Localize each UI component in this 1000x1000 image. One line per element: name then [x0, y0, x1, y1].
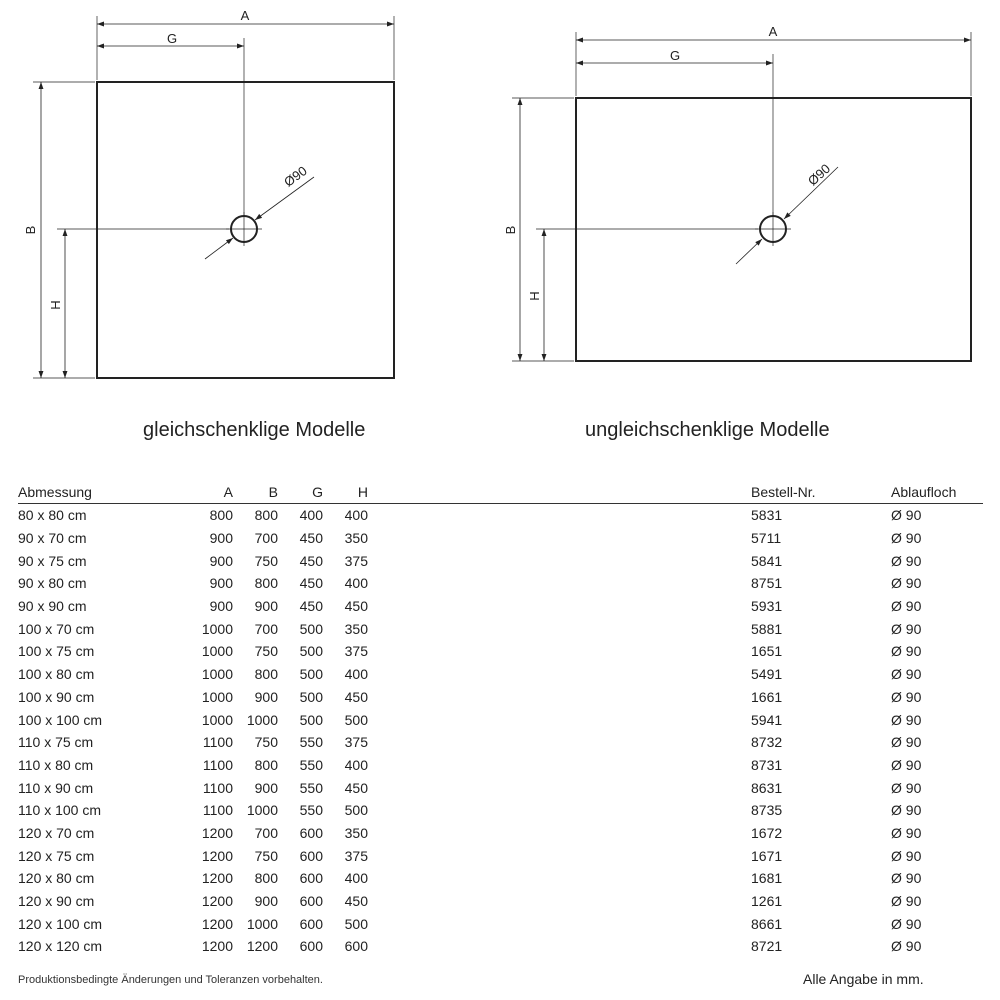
cell-g: 500 — [299, 688, 323, 705]
cell-drain: Ø 90 — [891, 552, 922, 569]
cell-b: 800 — [254, 575, 278, 592]
cell-b: 750 — [254, 847, 278, 864]
cell-h: 400 — [344, 666, 368, 683]
table-row — [18, 572, 983, 595]
table-row — [18, 935, 983, 958]
table-row — [18, 617, 983, 640]
cell-dimension: 90 x 75 cm — [18, 552, 87, 569]
table-row — [18, 799, 983, 822]
cell-dimension: 120 x 90 cm — [18, 893, 95, 910]
cell-spacer — [368, 708, 751, 731]
cell-g: 550 — [299, 734, 323, 751]
cell-h: 375 — [344, 847, 368, 864]
right-diagram — [512, 32, 971, 361]
cell-h: 400 — [344, 575, 368, 592]
disclaimer-text: Produktionsbedingte Änderungen und Toleranzen vorbehalten. — [18, 974, 323, 986]
cell-order-no: 8732 — [751, 734, 783, 751]
cell-a: 800 — [209, 507, 233, 524]
cell-h: 450 — [344, 598, 368, 615]
left-label-drain: Ø90 — [281, 163, 310, 190]
cell-g: 450 — [299, 575, 323, 592]
cell-spacer — [368, 686, 751, 709]
cell-b: 1000 — [246, 802, 278, 819]
cell-h: 350 — [344, 530, 368, 547]
cell-dimension: 120 x 70 cm — [18, 824, 95, 841]
cell-g: 450 — [299, 530, 323, 547]
technical-drawings — [0, 0, 1000, 410]
cell-h: 500 — [344, 802, 368, 819]
cell-dimension: 100 x 80 cm — [18, 666, 95, 683]
cell-dimension: 120 x 120 cm — [18, 938, 103, 955]
cell-spacer — [368, 844, 751, 867]
table-row — [18, 844, 983, 867]
left-label-a: A — [240, 8, 250, 23]
cell-b: 900 — [254, 688, 278, 705]
cell-drain: Ø 90 — [891, 938, 922, 955]
header-a: A — [188, 481, 233, 504]
cell-drain: Ø 90 — [891, 824, 922, 841]
cell-a: 1200 — [201, 893, 233, 910]
cell-drain: Ø 90 — [891, 893, 922, 910]
cell-drain: Ø 90 — [891, 779, 922, 796]
cell-g: 600 — [299, 893, 323, 910]
cell-drain: Ø 90 — [891, 915, 922, 932]
cell-order-no: 5881 — [751, 620, 783, 637]
right-label-b: B — [503, 225, 518, 235]
header-g: G — [278, 481, 323, 504]
cell-g: 450 — [299, 552, 323, 569]
cell-dimension: 90 x 90 cm — [18, 598, 87, 615]
cell-a: 1200 — [201, 824, 233, 841]
cell-drain: Ø 90 — [891, 847, 922, 864]
cell-spacer — [368, 663, 751, 686]
cell-order-no: 1671 — [751, 847, 783, 864]
table-row — [18, 912, 983, 935]
cell-h: 450 — [344, 893, 368, 910]
cell-dimension: 80 x 80 cm — [18, 507, 87, 524]
cell-drain: Ø 90 — [891, 620, 922, 637]
cell-drain: Ø 90 — [891, 507, 922, 524]
cell-dimension: 100 x 100 cm — [18, 711, 103, 728]
left-label-g: G — [166, 31, 178, 46]
left-tray-outline — [97, 82, 394, 378]
cell-dimension: 110 x 80 cm — [18, 756, 94, 773]
cell-drain: Ø 90 — [891, 734, 922, 751]
table-row — [18, 754, 983, 777]
cell-a: 1100 — [202, 779, 233, 796]
header-order-no: Bestell-Nr. — [751, 481, 891, 504]
left-caption: gleichschenklige Modelle — [143, 419, 366, 441]
cell-b: 750 — [254, 552, 278, 569]
table-row — [18, 549, 983, 572]
cell-b: 1000 — [246, 711, 278, 728]
cell-drain: Ø 90 — [891, 643, 922, 660]
cell-order-no: 5931 — [751, 598, 783, 615]
cell-b: 900 — [254, 598, 278, 615]
cell-spacer — [368, 504, 751, 527]
cell-a: 1200 — [201, 847, 233, 864]
cell-b: 1000 — [246, 915, 278, 932]
cell-a: 900 — [209, 575, 233, 592]
cell-order-no: 5831 — [751, 507, 783, 524]
cell-dimension: 100 x 75 cm — [18, 643, 95, 660]
cell-dimension: 120 x 75 cm — [18, 847, 95, 864]
cell-a: 1000 — [201, 666, 233, 683]
cell-h: 375 — [344, 643, 368, 660]
cell-g: 600 — [299, 824, 323, 841]
cell-dimension: 100 x 70 cm — [18, 620, 95, 637]
cell-drain: Ø 90 — [891, 575, 922, 592]
table-row — [18, 527, 983, 550]
cell-b: 700 — [254, 530, 278, 547]
right-label-h: H — [527, 291, 542, 301]
table-row — [18, 595, 983, 618]
table-row — [18, 890, 983, 913]
cell-order-no: 5491 — [751, 666, 783, 683]
cell-g: 450 — [299, 598, 323, 615]
cell-a: 900 — [209, 530, 233, 547]
cell-dimension: 100 x 90 cm — [18, 688, 95, 705]
cell-h: 500 — [344, 915, 368, 932]
cell-a: 1200 — [201, 938, 233, 955]
right-label-g: G — [669, 48, 681, 63]
cell-a: 1000 — [201, 711, 233, 728]
cell-dimension: 110 x 75 cm — [18, 734, 94, 751]
cell-h: 400 — [344, 756, 368, 773]
cell-spacer — [368, 754, 751, 777]
cell-order-no: 5841 — [751, 552, 783, 569]
cell-spacer — [368, 595, 751, 618]
table-row — [18, 708, 983, 731]
cell-drain: Ø 90 — [891, 598, 922, 615]
cell-dimension: 90 x 70 cm — [18, 530, 87, 547]
cell-g: 600 — [299, 870, 323, 887]
cell-b: 800 — [254, 870, 278, 887]
table-header-row — [18, 481, 983, 504]
cell-g: 550 — [299, 756, 323, 773]
cell-spacer — [368, 640, 751, 663]
cell-h: 450 — [344, 688, 368, 705]
cell-order-no: 1651 — [751, 643, 783, 660]
cell-b: 700 — [254, 824, 278, 841]
cell-spacer — [368, 617, 751, 640]
cell-drain: Ø 90 — [891, 802, 922, 819]
cell-b: 750 — [254, 734, 278, 751]
cell-order-no: 8735 — [751, 802, 783, 819]
cell-h: 350 — [344, 620, 368, 637]
cell-dimension: 90 x 80 cm — [18, 575, 87, 592]
cell-order-no: 1261 — [751, 893, 783, 910]
left-diagram — [33, 16, 394, 378]
cell-drain: Ø 90 — [891, 688, 922, 705]
cell-spacer — [368, 912, 751, 935]
cell-g: 600 — [299, 915, 323, 932]
table-row — [18, 731, 983, 754]
cell-b: 750 — [254, 643, 278, 660]
cell-b: 1200 — [246, 938, 278, 955]
right-label-a: A — [768, 24, 778, 39]
right-tray-outline — [576, 98, 971, 361]
cell-g: 500 — [299, 643, 323, 660]
cell-h: 450 — [344, 779, 368, 796]
header-drain: Ablaufloch — [891, 481, 983, 504]
cell-order-no: 5711 — [751, 530, 782, 547]
cell-drain: Ø 90 — [891, 711, 922, 728]
cell-h: 400 — [344, 870, 368, 887]
cell-a: 1200 — [201, 915, 233, 932]
cell-g: 600 — [299, 847, 323, 864]
cell-g: 400 — [299, 507, 323, 524]
cell-spacer — [368, 572, 751, 595]
table-row — [18, 867, 983, 890]
cell-order-no: 8721 — [751, 938, 783, 955]
cell-dimension: 110 x 90 cm — [18, 779, 94, 796]
cell-order-no: 8631 — [751, 779, 783, 796]
cell-order-no: 5941 — [751, 711, 783, 728]
left-label-b: B — [23, 225, 38, 235]
cell-spacer — [368, 731, 751, 754]
cell-h: 600 — [344, 938, 368, 955]
cell-b: 700 — [254, 620, 278, 637]
cell-order-no: 1672 — [751, 824, 783, 841]
cell-g: 500 — [299, 711, 323, 728]
cell-a: 900 — [209, 598, 233, 615]
cell-b: 800 — [254, 666, 278, 683]
cell-spacer — [368, 776, 751, 799]
cell-g: 500 — [299, 620, 323, 637]
cell-a: 1000 — [201, 643, 233, 660]
cell-h: 375 — [344, 552, 368, 569]
cell-a: 1100 — [202, 756, 233, 773]
cell-spacer — [368, 799, 751, 822]
table-body — [18, 504, 983, 958]
cell-a: 900 — [209, 552, 233, 569]
table-row — [18, 822, 983, 845]
cell-spacer — [368, 822, 751, 845]
cell-drain: Ø 90 — [891, 666, 922, 683]
cell-spacer — [368, 935, 751, 958]
table-row — [18, 663, 983, 686]
cell-a: 1000 — [201, 620, 233, 637]
table-row — [18, 776, 983, 799]
cell-order-no: 1681 — [751, 870, 783, 887]
cell-g: 600 — [299, 938, 323, 955]
cell-spacer — [368, 527, 751, 550]
cell-b: 900 — [254, 893, 278, 910]
dimensions-table — [18, 481, 983, 958]
cell-spacer — [368, 549, 751, 572]
left-label-h: H — [48, 300, 63, 310]
cell-order-no: 1661 — [751, 688, 783, 705]
cell-h: 350 — [344, 824, 368, 841]
cell-dimension: 120 x 100 cm — [18, 915, 103, 932]
cell-spacer — [368, 867, 751, 890]
header-h: H — [323, 481, 368, 504]
table-row — [18, 504, 983, 527]
table-row — [18, 686, 983, 709]
cell-b: 800 — [254, 507, 278, 524]
cell-a: 1100 — [202, 802, 233, 819]
right-caption: ungleichschenklige Modelle — [585, 419, 830, 441]
header-dimension: Abmessung — [18, 481, 188, 504]
cell-spacer — [368, 890, 751, 913]
cell-dimension: 120 x 80 cm — [18, 870, 95, 887]
header-spacer — [368, 481, 751, 504]
units-note: Alle Angabe in mm. — [803, 971, 924, 987]
cell-h: 375 — [344, 734, 368, 751]
cell-g: 550 — [299, 779, 323, 796]
cell-drain: Ø 90 — [891, 530, 922, 547]
cell-a: 1100 — [202, 734, 233, 751]
cell-dimension: 110 x 100 cm — [18, 802, 102, 819]
cell-order-no: 8661 — [751, 915, 783, 932]
cell-h: 500 — [344, 711, 368, 728]
cell-g: 550 — [299, 802, 323, 819]
dimensions-table-wrapper — [18, 481, 983, 958]
cell-order-no: 8751 — [751, 575, 783, 592]
cell-b: 900 — [254, 779, 278, 796]
header-b: B — [233, 481, 278, 504]
cell-order-no: 8731 — [751, 756, 783, 773]
table-row — [18, 640, 983, 663]
cell-a: 1000 — [201, 688, 233, 705]
right-label-drain: Ø90 — [804, 160, 834, 189]
cell-a: 1200 — [201, 870, 233, 887]
cell-g: 500 — [299, 666, 323, 683]
cell-drain: Ø 90 — [891, 756, 922, 773]
cell-h: 400 — [344, 507, 368, 524]
cell-b: 800 — [254, 756, 278, 773]
cell-drain: Ø 90 — [891, 870, 922, 887]
